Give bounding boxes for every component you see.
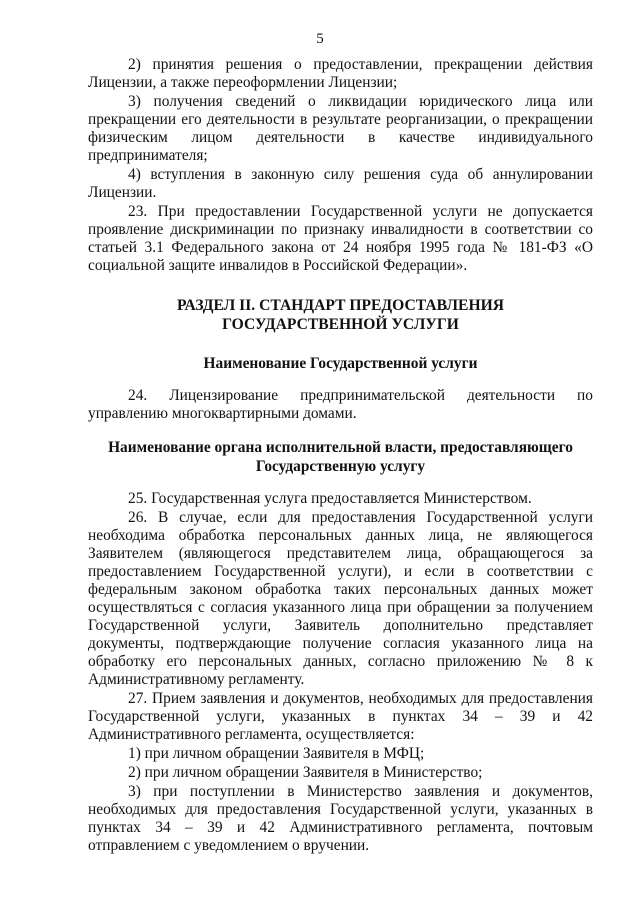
- paragraph-23: 23. При предоставлении Государственной услуги не допускается проявление дискриминации по признаку инвалидности в соответствии со статьей 3.1 Федерального закона от 24 ноября 1995 года № 181-ФЗ «О социальной защите инвалидов в Российской Федерации».: [88, 203, 593, 274]
- spacer: [88, 373, 593, 387]
- page-number: 5: [316, 31, 324, 47]
- service-name-heading: Наименование Государственной услуги: [203, 355, 478, 372]
- paragraph-27: 27. Прием заявления и документов, необходимых для предоставления Государственной услуги, указанных в пунктах 34 – 39 и 42 Административного регламента, осуществляется:: [88, 690, 593, 743]
- section-title-line-2: ГОСУДАРСТВЕННОЙ УСЛУГИ: [222, 316, 459, 333]
- authority-heading-line-1: Наименование органа исполнительной власти, предоставляющего: [108, 439, 573, 456]
- section-title-line-1: РАЗДЕЛ II. СТАНДАРТ ПРЕДОСТАВЛЕНИЯ: [177, 297, 504, 314]
- paragraph-26: 26. В случае, если для предоставления Государственной услуги необходима обработка персональных данных лица, не являющегося Заявителем (являющегося представителем лица, обращающегося за предоставлением Государственной услуги), и если в соответствии с федеральным законом обработка таких персональных данных может осуществляться с согласия указанного лица при обращении за получением Государственной услуги, Заявитель дополнительно представляет документы, подтверждающие получение согласия указанного лица на обработку его персональных данных, согласно приложению № 8 к Административному регламенту.: [88, 509, 593, 688]
- paragraph-27-item-2: 2) при личном обращении Заявителя в Министерство;: [128, 764, 483, 781]
- document-body: [88, 56, 593, 856]
- paragraph-24: 24. Лицензирование предпринимательской деятельности по управлению многоквартирными домами.: [88, 387, 593, 422]
- paragraph-27-item-3: 3) при поступлении в Министерство заявления и документов, необходимых для предоставления Государственной услуги, указанных в пунктах 34 – 39 и 42 Административного регламента, почтовым отправлением с уведомлением о вручении.: [88, 783, 593, 854]
- spacer: [88, 424, 593, 438]
- paragraph-25: 25. Государственная услуга предоставляется Министерством.: [128, 490, 532, 507]
- spacer: [88, 276, 593, 296]
- paragraph-27-item-1: 1) при личном обращении Заявителя в МФЦ;: [128, 745, 425, 762]
- paragraph-item-4: 4) вступления в законную силу решения суда об аннулировании Лицензии.: [88, 166, 593, 201]
- authority-heading-line-2: Государственную услугу: [255, 458, 426, 475]
- paragraph-item-3: 3) получения сведений о ликвидации юридического лица или прекращении его деятельности в результате реорганизации, о прекращении физическим лицом деятельности в качестве индивидуального предпринимателя;: [88, 93, 593, 164]
- paragraph-item-2: 2) принятия решения о предоставлении, прекращении действия Лицензии, а также переоформлении Лицензии;: [88, 56, 593, 91]
- spacer: [88, 334, 593, 354]
- spacer: [88, 476, 593, 490]
